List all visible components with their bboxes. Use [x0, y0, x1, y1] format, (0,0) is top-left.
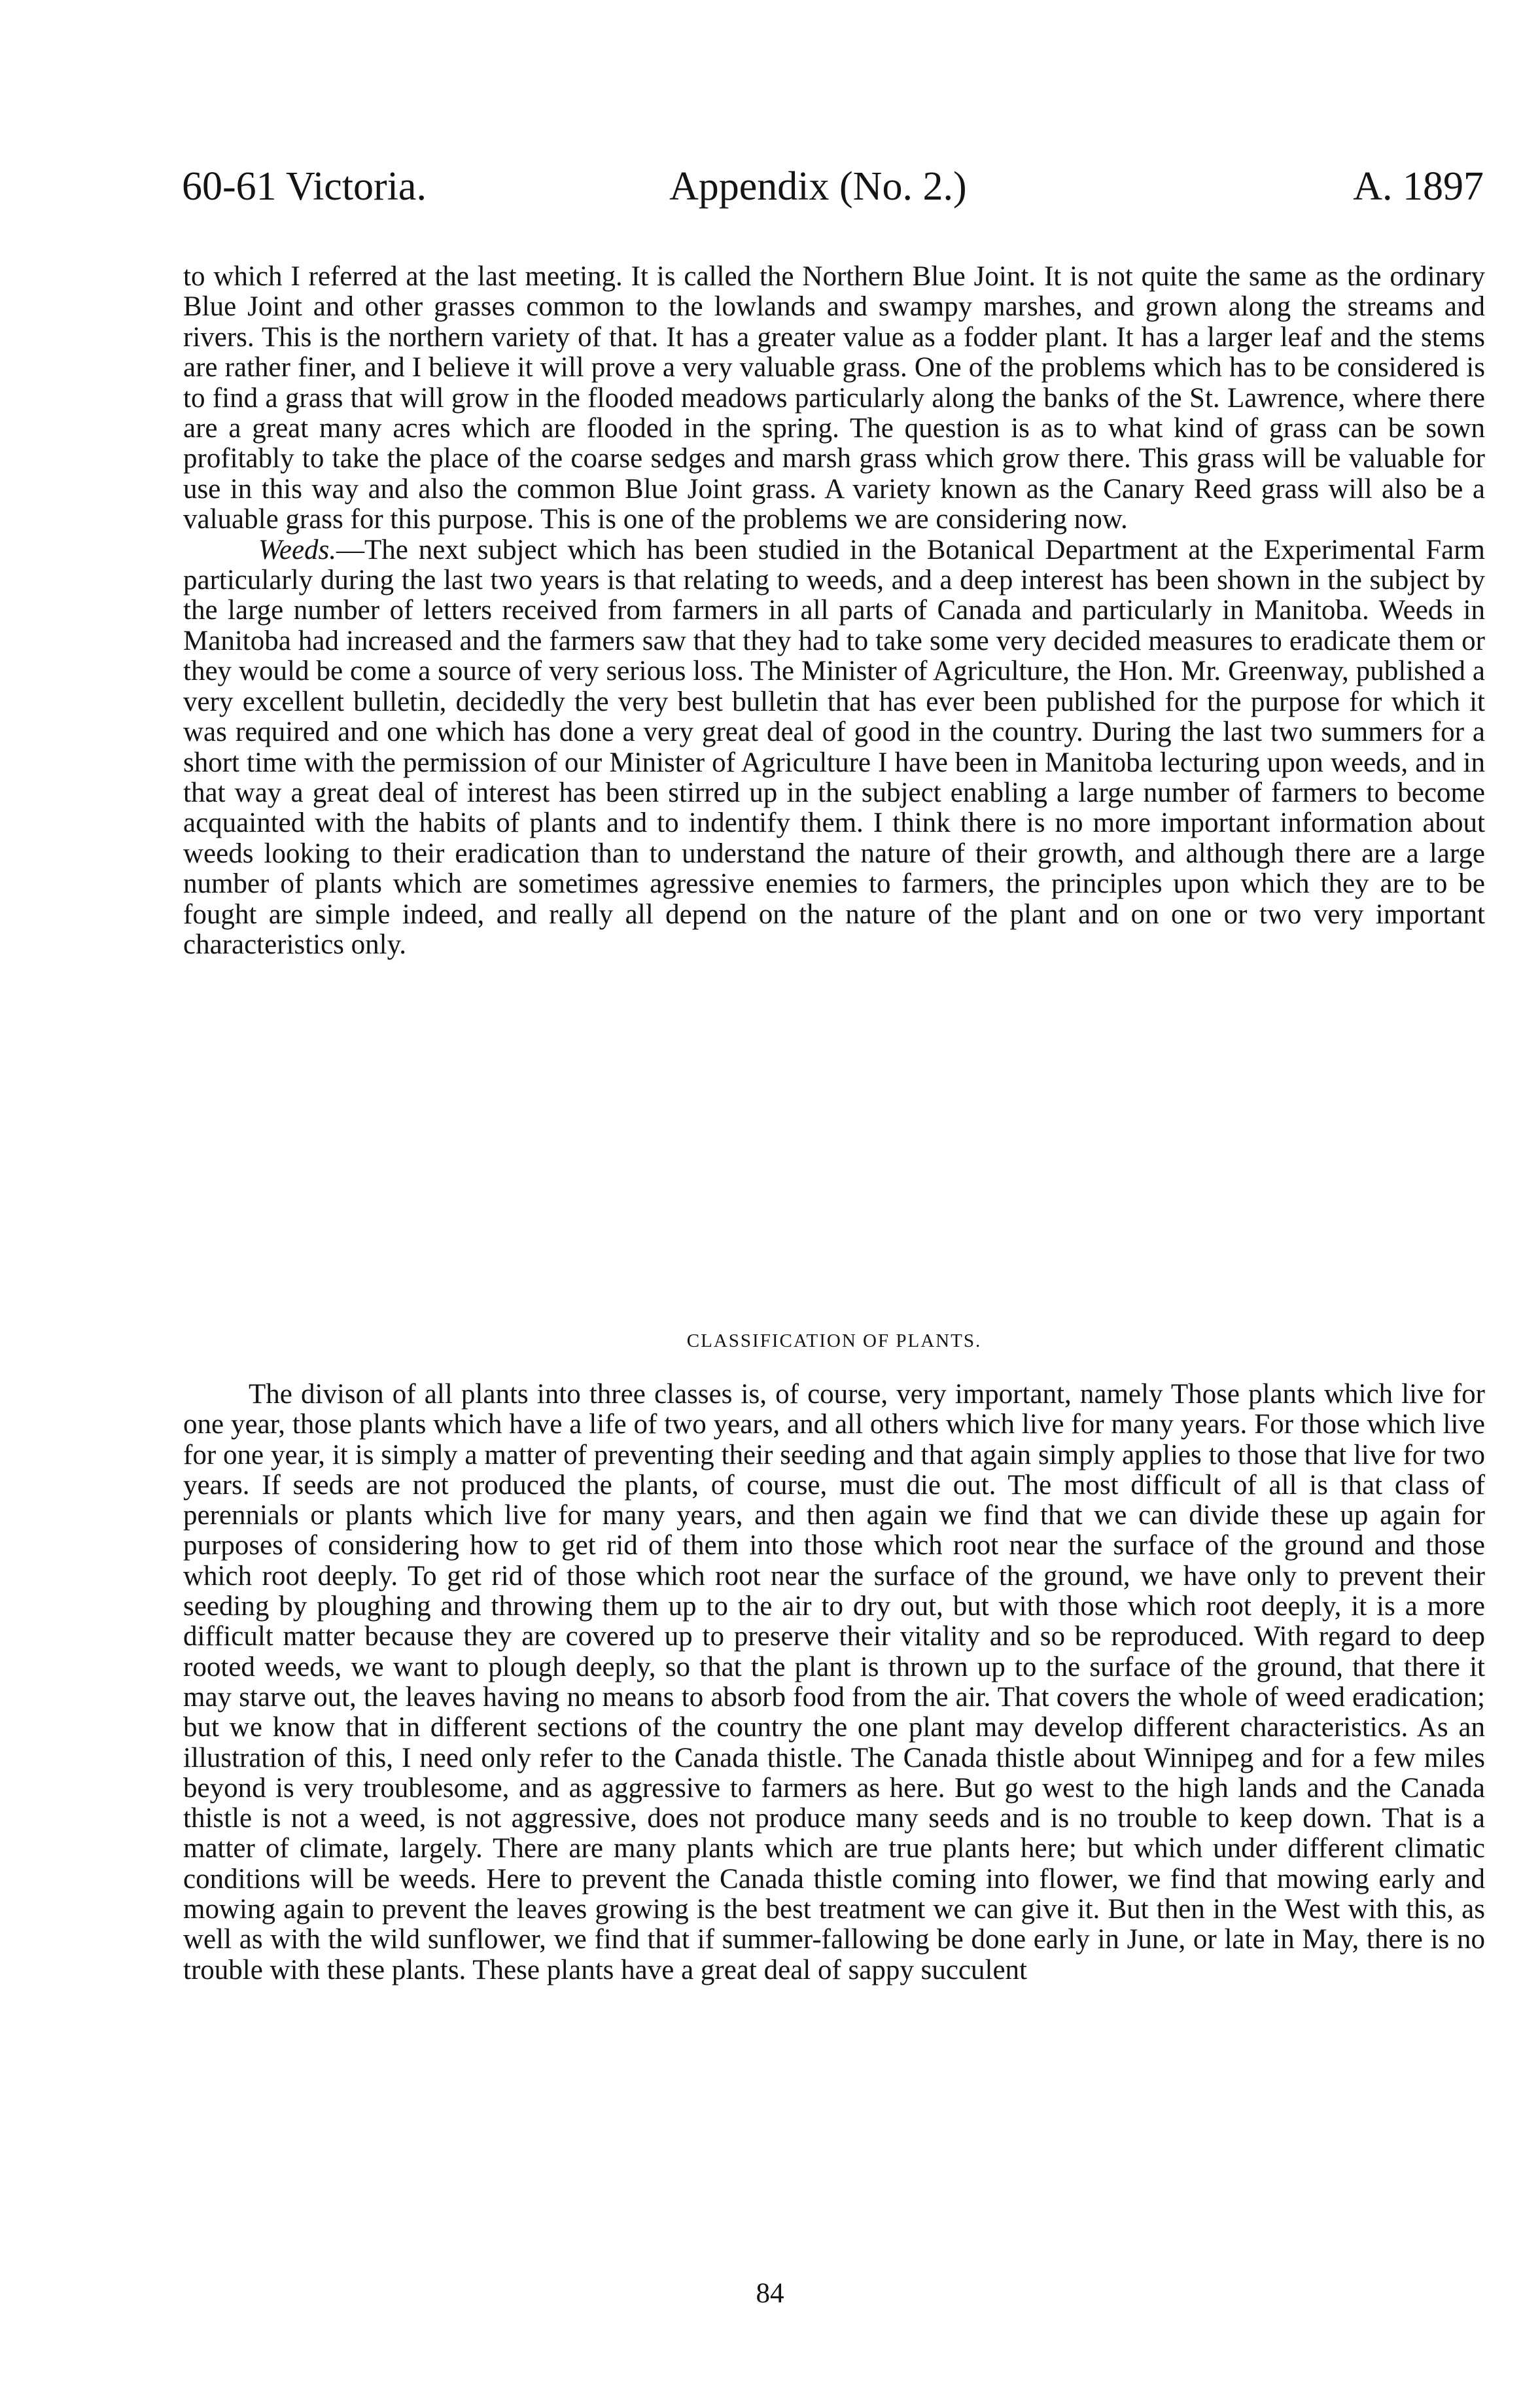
- weeds-text: —The next subject which has been studied in the Botanical Department at the Experimental Farm particularly during the last two years is that relating to weeds, and a deep interest has been shown in the subject by the large number of letters received from farmers in all parts of Canada and particularly in Manitoba. Weeds in Manitoba had increased and the farmers saw that they had to take some very decided measures to eradicate them or they would be come a source of very serious loss. The Minister of Agriculture, the Hon. Mr. Greenway, published a very excellent bulletin, decidedly the very best bulletin that has ever been published for the purpose for which it was required and one which has done a very great deal of good in the country. During the last two summers for a short time with the permission of our Minister of Agriculture I have been in Manitoba lecturing upon weeds, and in that way a great deal of interest has been stirred up in the subject enabling a large number of farmers to become acquainted with the habits of plants and to indentify them. I think there is no more important information about weeds looking to their eradication than to understand the nature of their growth, and although there are a large number of plants which are sometimes agressive enemies to farmers, the principles upon which they are to be fought are simple indeed, and really all depend on the nature of the plant and on one or two very important characteristics only.: [183, 534, 1485, 960]
- page-header: [182, 157, 1484, 216]
- paragraph-weeds: [183, 535, 1485, 961]
- paragraph-classification: The divison of all plants into three classes is, of course, very important, namely Those plants which live for one year, those plants which have a life of two years, and all others which live for many years. For those which live for one year, it is simply a matter of preventing their seeding and that again simply applies to those that live for two years. If seeds are not produced the plants, of course, must die out. The most difficult of all is that class of perennials or plants which live for many years, and then again we find that we can divide these up again for purposes of considering how to get rid of them into those which root near the surface of the ground and those which root deeply. To get rid of those which root near the surface of the ground, we have only to prevent their seeding by ploughing and throwing them up to the air to dry out, but with those which root deeply, it is a more difficult matter because they are covered up to preserve their vitality and so be reproduced. With regard to deep rooted weeds, we want to plough deeply, so that the plant is thrown up to the surface of the ground, that there it may starve out, the leaves having no means to absorb food from the air. That covers the whole of weed eradication; but we know that in different sections of the country the one plant may develop different characteristics. As an illustration of this, I need only refer to the Canada thistle. The Canada thistle about Winnipeg and for a few miles beyond is very troublesome, and as aggressive to farmers as here. But go west to the high lands and the Canada thistle is not a weed, is not aggressive, does not produce many seeds and is no trouble to keep down. That is a matter of climate, largely. There are many plants which are true plants here; but which under different climatic conditions will be weeds. Here to prevent the Canada thistle coming into flower, we find that mowing early and mowing again to prevent the leaves growing is the best treatment we can give it. But then in the West with this, as well as with the wild sunflower, we find that if summer-fallowing be done early in June, or late in May, there is no trouble with these plants. These plants have a great deal of sappy succulent: [183, 1379, 1485, 1985]
- header-session: 60-61 Victoria.: [182, 164, 427, 209]
- header-year: A. 1897: [1353, 164, 1484, 209]
- section-heading: CLASSIFICATION OF PLANTS.: [686, 1330, 982, 1351]
- paragraph-blue-joint: to which I referred at the last meeting. It is called the Northern Blue Joint. It is not quite the same as the ordinary Blue Joint and other grasses common to the lowlands and swampy marshes, and grown along the streams and rivers. This is the northern variety of that. It has a greater value as a fodder plant. It has a larger leaf and the stems are rather finer, and I believe it will prove a very valuable grass. One of the problems which has to be considered is to find a grass that will grow in the flooded meadows particularly along the banks of the St. Lawrence, where there are a great many acres which are flooded in the spring. The question is as to what kind of grass can be sown profitably to take the place of the coarse sedges and marsh grass which grow there. This grass will be valuable for use in this way and also the common Blue Joint grass. A variety known as the Canary Reed grass will also be a valuable grass for this purpose. This is one of the problems we are considering now.: [183, 261, 1485, 535]
- body-text: [183, 262, 1485, 960]
- page-number: 84: [756, 2278, 784, 2309]
- weeds-label: Weeds.: [258, 534, 337, 565]
- classification-section: [183, 1380, 1485, 1985]
- header-appendix: Appendix (No. 2.): [669, 164, 967, 209]
